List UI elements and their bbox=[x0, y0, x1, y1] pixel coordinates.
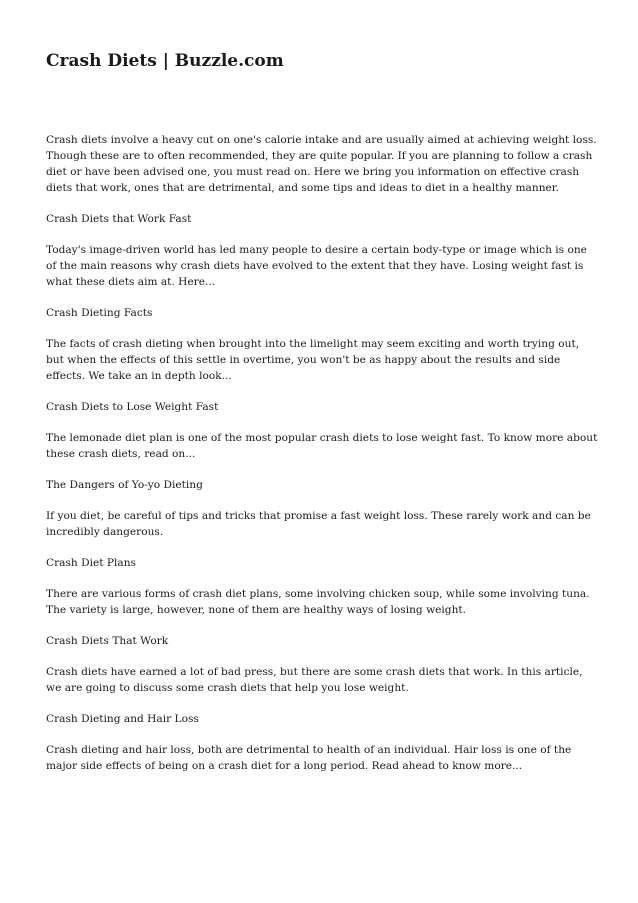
section-body: Today's image-driven world has led many people to desire a certain body-type or image which is one of the main reasons why crash diets have evolved to the extent that they have. Losing weight fast is what these diets aim at. Here... bbox=[46, 244, 587, 288]
section-body: The facts of crash dieting when brought into the limelight may seem exciting and worth trying out, but when the effects of this settle in overtime, you won't be as happy about the results and side effects. We take an in depth look... bbox=[46, 338, 580, 382]
section-body: The lemonade diet plan is one of the most popular crash diets to lose weight fast. To know more about these crash diets, read on... bbox=[46, 432, 598, 460]
section-heading: Crash Diets to Lose Weight Fast bbox=[46, 401, 219, 413]
section-heading: Crash Dieting and Hair Loss bbox=[46, 713, 199, 725]
section-heading: Crash Diets That Work bbox=[46, 635, 169, 647]
section-body: If you diet, be careful of tips and tricks that promise a fast weight loss. These rarely work and can be incredibly dangerous. bbox=[46, 510, 591, 538]
intro-paragraph: Crash diets involve a heavy cut on one's calorie intake and are usually aimed at achieving weight loss. Though these are to often recommended, they are quite popular. If you are planning to follow a crash diet or have been advised one, you must read on. Here we bring you information on effective crash diets that work, ones that are detrimental, and some tips and ideas to diet in a healthy manner. bbox=[46, 134, 597, 194]
section-heading: The Dangers of Yo-yo Dieting bbox=[46, 479, 203, 491]
section-body: Crash diets have earned a lot of bad press, but there are some crash diets that work. In this article, we are going to discuss some crash diets that help you lose weight. bbox=[46, 666, 583, 694]
section-heading: Crash Dieting Facts bbox=[46, 307, 153, 319]
document-title: Crash Diets | Buzzle.com bbox=[46, 51, 284, 71]
section-heading: Crash Diets that Work Fast bbox=[46, 213, 192, 225]
document-content bbox=[46, 132, 598, 789]
section-body: Crash dieting and hair loss, both are detrimental to health of an individual. Hair loss is one of the major side effects of being on a crash diet for a long period. Read ahead to know more... bbox=[46, 744, 572, 772]
section-heading: Crash Diet Plans bbox=[46, 557, 136, 569]
section-body: There are various forms of crash diet plans, some involving chicken soup, while some involving tuna. The variety is large, however, none of them are healthy ways of losing weight. bbox=[46, 588, 590, 616]
